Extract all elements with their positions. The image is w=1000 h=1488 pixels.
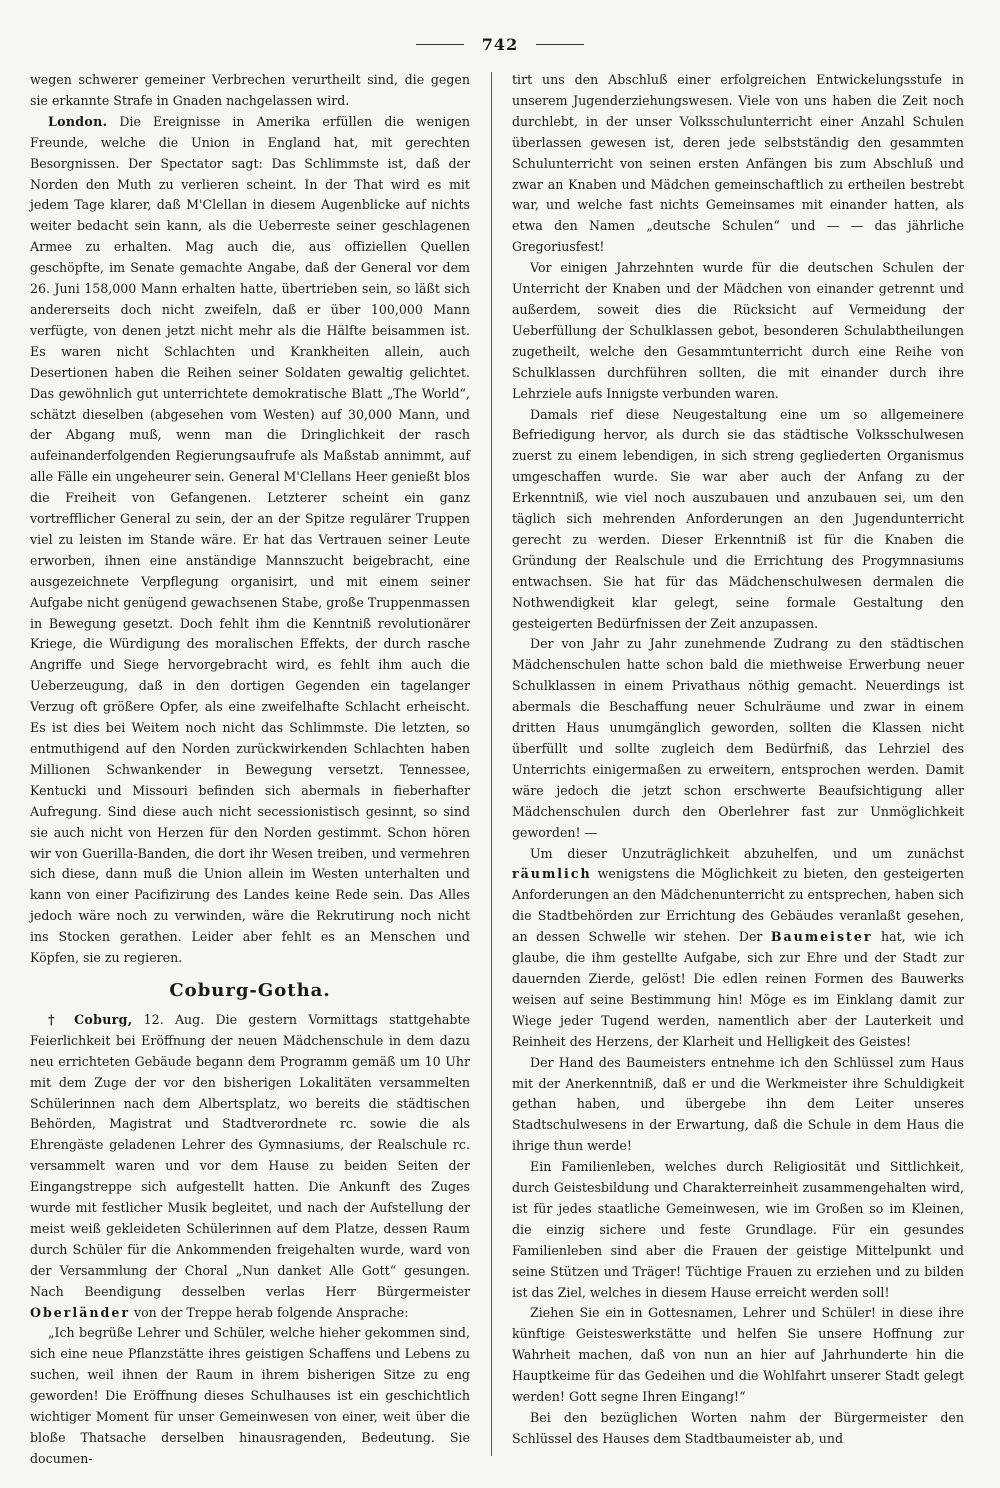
paragraph-continued: wegen schwerer gemeiner Verbrechen verurtheilt sind, die gegen sie erkannte Strafe in Gnaden nachgelassen wird. <box>30 72 470 108</box>
speech-paragraph-5 <box>512 844 964 1053</box>
speech-paragraph-8: Ziehen Sie ein in Gottesnamen, Lehrer und Schüler! in diese ihre künftige Geisteswerkstätte und helfen Sie unsere Hoffnung zur Wahrheit machen, daß von nun an hier auf Jahrhunderte hin die Hauptkeime für das Gedeihen und die Wohlfahrt unserer Stadt gelegt werden! Gott segne Ihren Eingang!“ <box>512 1305 964 1405</box>
mayor-name: Oberländer <box>30 1304 130 1320</box>
header-rule-left <box>416 44 464 45</box>
section-heading: Coburg-Gotha. <box>169 979 331 1001</box>
london-text: Die Ereignisse in Amerika erfüllen die wenigen Freunde, welche die Union in England hat, mit gerechten Besorgnissen. Der Spectator sagt: Das Schlimmste ist, daß der Norden den Muth zu verlieren scheint. In der That wird es mit jedem Tage klarer, daß M'Clellan in diesem Augenblicke auf nichts weiter bedacht sein kann, als die Ueberreste seiner geschlagenen Armee zu erhalten. Mag auch die, aus offiziellen Quellen geschöpfte, im Senate gemachte Angabe, daß der General vor dem 26. Juni 158,000 Mann erhalten hatte, übertrieben sein, so läßt sich andererseits doch nicht zweifeln, daß er über 100,000 Mann verfügte, von denen jetzt nicht mehr als die Hälfte beisammen ist. Es waren nicht Schlachten und Krankheiten allein, auch Desertionen haben die Reihen seiner Soldaten gewaltig gelichtet. Das gewöhnlich gut unterrichtete demokratische Blatt „The World“, schätzt dieselben (abgesehen vom Westen) auf 30,000 Mann, und der Abgang muß, wenn man die Dringlichkeit der rasch aufeinanderfolgenden Regierungsaufrufe als Maßstab annimmt, auf alle Fälle ein ungeheurer sein. General M'Clellans Heer genießt blos die Freiheit von Gefangenen. Letzterer scheint ein ganz vortrefflicher General zu sein, der an der Spitze regulärer Truppen viel zu leisten im Stande wäre. Er hat das Vertrauen seiner Leute erworben, ihnen eine anständige Mannszucht beigebracht, eine ausgezeichnete Verpflegung organisirt, und mit einem seiner Aufgabe nicht genügend gewachsenen Stabe, große Truppenmassen in Bewegung gesetzt. Doch fehlt ihm die Kenntniß revolutionärer Kriege, die Würdigung des moralischen Effekts, der durch rasche Angriffe und Siege hervorgebracht wird, es fehlt ihm auch die Ueberzeugung, daß in den dortigen Gegenden ein tagelanger Verzug oft größere Opfer, als eine zweifelhafte Schlacht erheischt. Es ist dies bei Weitem noch nicht das Schlimmste. Die letzten, so entmuthigend auf den Norden zurückwirkenden Schlachten haben Millionen Schwankender in Bewegung versetzt. Tennessee, Kentucki und Missouri befinden sich abermals in fieberhafter Aufregung. Sind diese auch nicht secessionistisch gesinnt, so sind sie auch nicht von Herzen für den Norden gestimmt. Schon hören wir von Guerilla-Banden, die dort ihr Wesen treiben, und vermehren sich diese, dann muß die Union allein im Westen unterhalten und kann von einer Pacifizirung des Landes keine Rede sein. Das Alles jedoch wäre noch zu verwinden, wäre die Rekrutirung noch nicht ins Stocken gerathen. Leider aber fehlt es an Menschen und Köpfen, sie zu regieren. <box>30 113 470 966</box>
header-rule-right <box>536 44 584 45</box>
paragraph-coburg <box>30 1010 470 1324</box>
right-column <box>512 70 964 1458</box>
coburg-text: 12. Aug. Die gestern Vormittags stattgehabte Feierlichkeit bei Eröffnung der neuen Mädchenschule in dem dazu neu errichteten Gebäude begann dem Programm gemäß um 10 Uhr mit dem Zuge der vor den bisherigen Lokalitäten versammelten Schülerinnen nach dem Albertsplatz, wo bereits die städtischen Behörden, Magistrat und Stadtverordnete rc. sowie die als Ehrengäste geladenen Lehrer des Gymnasiums, der Realschule rc. versammelt waren und vor dem Hause zu beiden Seiten der Eingangstreppe sich aufgestellt hatten. Die Ankunft des Zuges wurde mit festlicher Musik begleitet, und nach der Aufstellung der meist weiß gekleideten Schülerinnen auf dem Platze, dessen Raum durch Schüler für die Ankommenden freigehalten wurde, ward von der Versammlung der Choral „Nun danket Alle Gott“ gesungen. Nach Beendigung desselben verlas Herr Bürgermeister <box>30 1011 470 1299</box>
coburg-tail: von der Treppe herab folgende Ansprache: <box>129 1304 409 1320</box>
p5-part-e: hat, wie ich glaube, die ihm gestellte Aufgabe, sich zur Ehre und der Stadt zur dauernden Zierde, gelöst! Die edlen reinen Formen des Bauwerks weisen auf seine Bestimmung hin! Möge es im Einklang damit zur Wiege jeder Tugend werden, namentlich aber der Lauterkeit und Reinheit des Herzens, der Klarheit und Helligkeit des Geistes! <box>512 929 964 1049</box>
p5-emph-raeumlich: räumlich <box>512 866 592 882</box>
p5-emph-baumeister: Baumeister <box>770 929 873 945</box>
speech-paragraph-7: Ein Familienleben, welches durch Religiosität und Sittlichkeit, durch Geistesbildung und Charakterreinheit zusammengehalten wird, ist für jedes staatliche Gemeinwesen, wie im Großen so im Kleinen, die einzig sichere und feste Grundlage. Für ein gesundes Familienleben sind aber die Frauen der geistige Mittelpunkt und seine Stützen und Träger! Tüchtige Frauen zu erziehen und zu bilden ist das Ziel, welches in diesem Hause erreicht werden soll! <box>512 1159 964 1300</box>
dateline-coburg: † Coburg, <box>48 1011 133 1027</box>
page-header <box>0 32 1000 56</box>
speech-paragraph-6: Der Hand des Baumeisters entnehme ich den Schlüssel zum Haus mit der Anerkenntniß, daß er und die Werkmeister ihre Schuldigkeit gethan haben, und übergebe ihn dem Leiter unseres Stadtschulwesens in der Erwartung, daß die Schule in dem Haus die ihrige thun werde! <box>512 1054 964 1154</box>
paragraph-closing: Bei den bezüglichen Worten nahm der Bürgermeister den Schlüssel des Hauses dem Stadtbaumeister ab, und <box>512 1410 964 1446</box>
speech-paragraph-1: tirt uns den Abschluß einer erfolgreichen Entwickelungsstufe in unserem Jugenderziehungswesen. Viele von uns haben die Zeit noch durchlebt, in der unser Volksschulunterricht einer Anzahl Schulen überlassen gewesen ist, deren jede selbstständig den gesammten Schulunterricht von seinen ersten Anfängen bis zum Abschluß und zwar an Knaben und Mädchen gemeinschaftlich zu ertheilen bestrebt war, und welche fast nichts Gemeinsames mit einander hatten, als etwa den Namen „deutsche Schulen“ und — — das jährliche Gregoriusfest! <box>512 72 964 255</box>
speech-paragraph-3: Damals rief diese Neugestaltung eine um so allgemeinere Befriedigung hervor, als durch sie das städtische Volksschulwesen zuerst zu einem lebendigen, in sich streng gegliederten Organismus umgeschaffen wurde. Sie war aber auch der Anfang zu der Erkenntniß, wie viel noch auszubauen und anzubauen sei, um den täglich sich mehrenden Anforderungen an den Jugendunterricht gerecht zu werden. Dieser Erkenntniß ist für die Knaben die Gründung der Realschule und die Errichtung des Progymnasiums entwachsen. Sie hat für das Mädchenschulwesen dermalen die Nothwendigkeit klar gelegt, seine formale Gestaltung den gesteigerten Bedürfnissen der Zeit anzupassen. <box>512 406 964 631</box>
speech-paragraph-4: Der von Jahr zu Jahr zunehmende Zudrang zu den städtischen Mädchenschulen hatte schon bald die miethweise Erwerbung neuer Schulklassen in einem Privathaus nöthig gemacht. Neuerdings ist abermals die Beschaffung neuer Schulräume und zwar in einem dritten Haus unumgänglich geworden, sollten die Klassen nicht überfüllt und sollte zugleich dem Bedürfniß, das Lehrziel des Unterrichts einigermaßen zu erweitern, entsprochen werden. Damit wäre jedoch die jetzt schon erschwerte Beaufsichtigung aller Mädchenschulen durch den Oberlehrer fast zur Unmöglichkeit geworden! — <box>512 636 964 840</box>
column-divider <box>491 72 492 1456</box>
speech-paragraph-2: Vor einigen Jahrzehnten wurde für die deutschen Schulen der Unterricht der Knaben und der Mädchen von einander getrennt und außerdem, soweit dies die Rücksicht auf Vermeidung der Ueberfüllung der Schulklassen gebot, besonderen Schulabtheilungen zugetheilt, welche den Gesammtunterricht durch eine Reihe von Schulklassen durchführen sollten, die mit einander durch ihre Lehrziele aufs Innigste verbunden waren. <box>512 260 964 401</box>
paragraph-london <box>30 112 470 969</box>
p5-part-a: Um dieser Unzuträglichkeit abzuhelfen, und um zunächst <box>530 845 964 861</box>
p5-part-c: wenigstens die Möglichkeit zu bieten, den gesteigerten Anforderungen an den Mädchenunterricht zu entsprechen, haben sich die Stadtbehörden zur Errichtung des Gebäudes veranlaßt gesehen, an dessen Schwelle wir stehen. Der <box>512 866 964 945</box>
left-column <box>30 70 470 1466</box>
page-number: 742 <box>481 34 519 54</box>
speech-start: „Ich begrüße Lehrer und Schüler, welche hieher gekommen sind, sich eine neue Pflanzstätte ihres geistigen Schaffens und Lebens zu suchen, weil ihnen der Raum in ihrem bisherigen Sitze zu eng geworden! Die Eröffnung dieses Schulhauses ist ein geschichtlich wichtiger Moment für unser Gemeinwesen von einer, weit über die bloße Thatsache derselben hinausragenden, Bedeutung. Sie documen- <box>30 1325 470 1466</box>
dateline-london: London. <box>48 113 108 129</box>
